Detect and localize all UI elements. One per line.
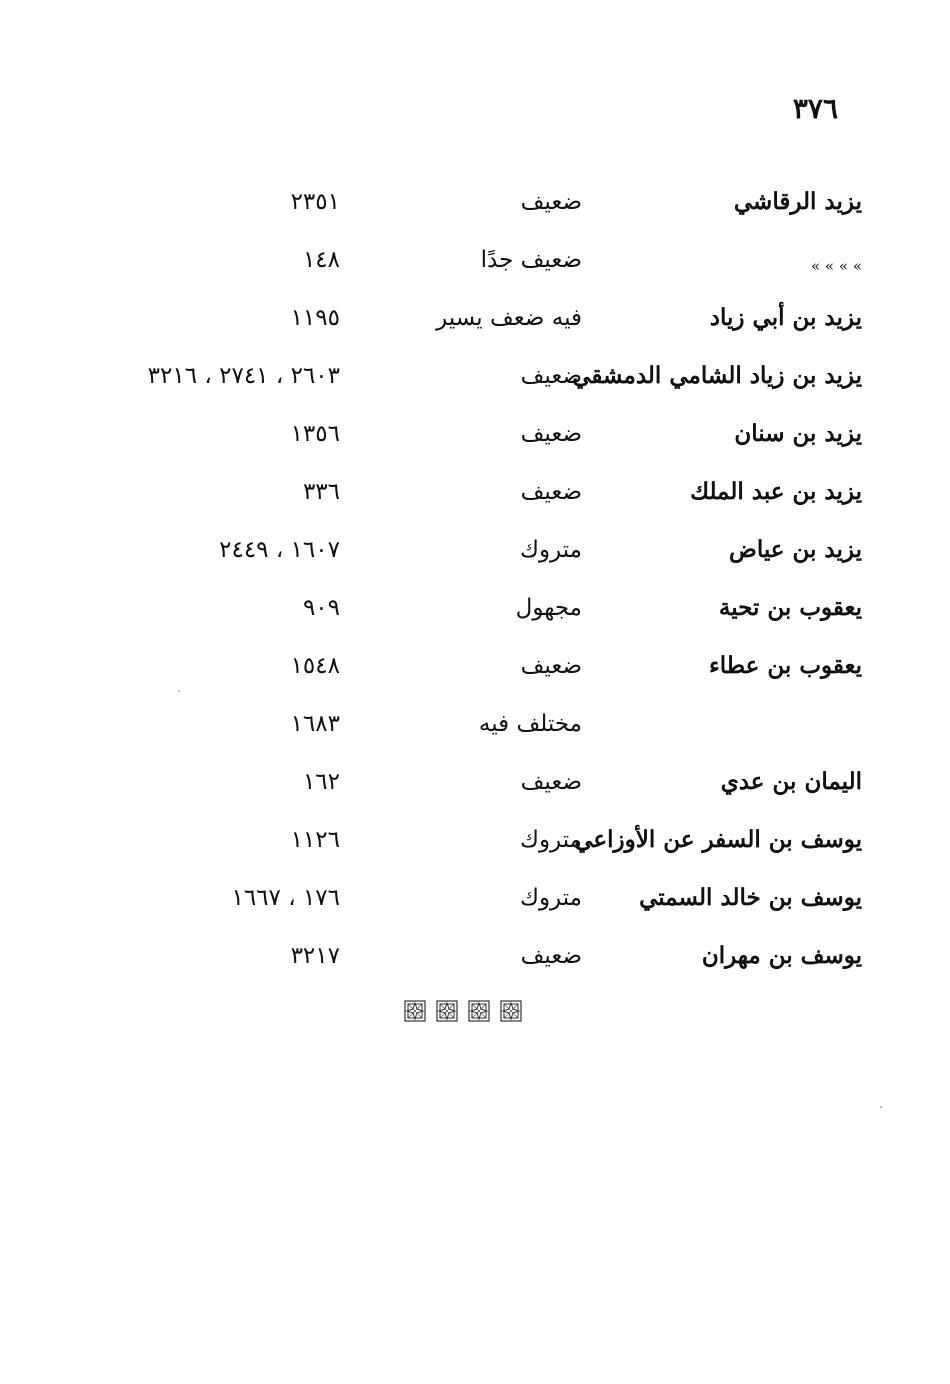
- arabesque-star-tile-icon: [404, 1000, 426, 1022]
- hadith-references: ١٦٠٧ ، ٢٤٤٩: [219, 537, 340, 563]
- hadith-references: ٣٢١٧: [290, 943, 340, 969]
- hadith-references: ١٤٨: [302, 247, 340, 273]
- narrator-grade: ضعيف: [520, 363, 582, 389]
- narrator-name: يوسف بن السفر عن الأوزاعي: [574, 826, 862, 853]
- entries-table: [0, 172, 950, 984]
- narrator-grade: ضعيف جدًا: [480, 247, 582, 273]
- narrator-grade: مجهول: [515, 595, 582, 621]
- hadith-references: ١٥٤٨: [290, 653, 340, 679]
- hadith-references: ١١٩٥: [290, 305, 340, 331]
- hadith-references: ١٦٨٣: [290, 711, 340, 737]
- narrator-grade: ضعيف: [520, 189, 582, 215]
- table-row: [0, 868, 950, 926]
- narrator-name: يزيد بن سنان: [734, 420, 862, 447]
- narrator-grade: مختلف فيه: [478, 711, 582, 737]
- narrator-grade: متروك: [519, 537, 582, 563]
- table-row: [0, 172, 950, 230]
- narrator-grade: ضعيف: [520, 943, 582, 969]
- hadith-references: ١٦٢: [302, 769, 340, 795]
- hadith-references: ٣٣٦: [302, 479, 340, 505]
- narrator-name: يعقوب بن عطاء: [708, 652, 862, 679]
- narrator-name: يعقوب بن تحية: [718, 594, 862, 621]
- scan-speck: [880, 1106, 882, 1108]
- page-number: ٣٧٦: [792, 92, 838, 125]
- narrator-name: اليمان بن عدي: [720, 768, 862, 795]
- table-row: [0, 926, 950, 984]
- narrator-grade: متروك: [519, 885, 582, 911]
- narrator-grade: ضعيف: [520, 421, 582, 447]
- table-row: [0, 752, 950, 810]
- table-row: [0, 404, 950, 462]
- table-row: [0, 578, 950, 636]
- table-row: [0, 230, 950, 288]
- arabesque-star-tile-icon: [468, 1000, 490, 1022]
- narrator-name: يوسف بن خالد السمتي: [639, 884, 862, 911]
- table-row: [0, 694, 950, 752]
- table-row: [0, 462, 950, 520]
- narrator-grade: ضعيف: [520, 769, 582, 795]
- hadith-references: ١٧٦ ، ١٦٦٧: [231, 885, 340, 911]
- hadith-references: ٢٣٥١: [290, 189, 340, 215]
- narrator-name-ditto: » » » »: [810, 257, 862, 275]
- table-row: [0, 346, 950, 404]
- table-row: [0, 520, 950, 578]
- end-ornament: [404, 1000, 522, 1022]
- narrator-name: يزيد بن زياد الشامي الدمشقي: [572, 362, 862, 389]
- hadith-references: ١٣٥٦: [290, 421, 340, 447]
- arabesque-star-tile-icon: [436, 1000, 458, 1022]
- narrator-grade: متروك: [519, 827, 582, 853]
- narrator-grade: ضعيف: [520, 479, 582, 505]
- narrator-name: يزيد بن عبد الملك: [690, 478, 862, 505]
- table-row: [0, 288, 950, 346]
- table-row: [0, 810, 950, 868]
- narrator-name: يوسف بن مهران: [701, 942, 862, 969]
- narrator-grade: فيه ضعف يسير: [436, 305, 582, 331]
- narrator-name: يزيد بن عياض: [729, 536, 862, 563]
- table-row: [0, 636, 950, 694]
- narrator-name: يزيد الرقاشي: [733, 188, 862, 215]
- hadith-references: ١١٢٦: [290, 827, 340, 853]
- hadith-references: ٩٠٩: [302, 595, 340, 621]
- scan-speck: [178, 690, 180, 692]
- hadith-references: ٢٦٠٣ ، ٢٧٤١ ، ٣٢١٦: [147, 363, 340, 389]
- arabesque-star-tile-icon: [500, 1000, 522, 1022]
- narrator-grade: ضعيف: [520, 653, 582, 679]
- narrator-name: يزيد بن أبي زياد: [709, 304, 862, 331]
